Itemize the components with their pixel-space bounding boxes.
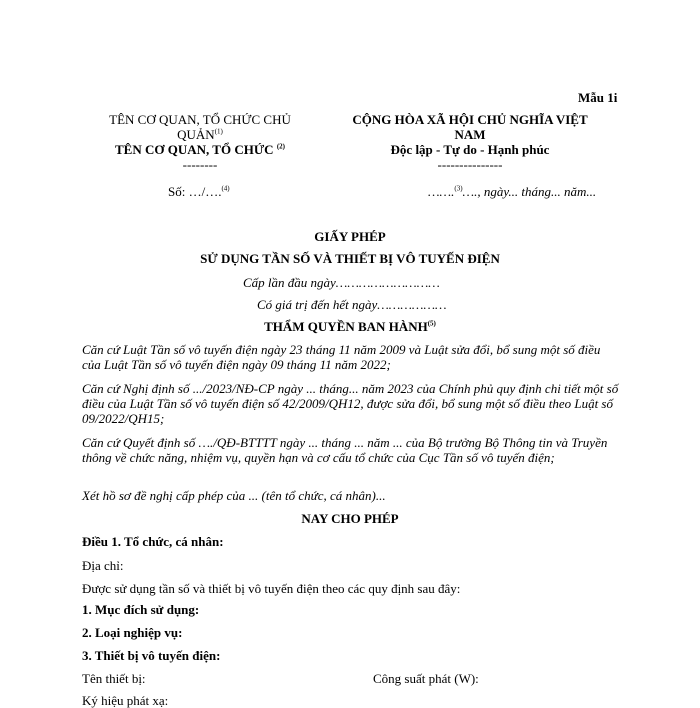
emission-label: Ký hiệu phát xạ:: [82, 693, 169, 708]
motto: Độc lập - Tự do - Hạnh phúc: [390, 142, 550, 157]
doc-subtitle: SỬ DỤNG TẦN SỐ VÀ THIẾT BỊ VÔ TUYẾN ĐIỆN: [200, 251, 500, 266]
purpose-heading: 1. Mục đích sử dụng:: [82, 602, 200, 617]
doc-title: GIẤY PHÉP: [314, 229, 386, 244]
article-1-heading: Điều 1. Tổ chức, cá nhân:: [82, 534, 224, 549]
basis-decree: Căn cứ Nghị định số .../2023/NĐ-CP ngày ... tháng... năm 2023 của Chính phủ quy định chi tiết một số điều của Luật Tần số vô tuyến điện số 42/2009/QH12, được sửa đổi, bổ sung một số điều theo Luật số 09/2022/QH15;: [82, 381, 619, 426]
authority-heading: THẨM QUYỀN BAN HÀNH$^{(5)}$: [264, 319, 436, 334]
header-left-divider: --------: [182, 157, 218, 172]
valid-until-date: Có giá trị đến hết ngày………………: [257, 297, 447, 312]
issued-first-date: Cấp lần đầu ngày………………………: [243, 275, 440, 290]
header-right-divider: ---------------: [437, 157, 503, 172]
header-left: [95, 112, 305, 172]
address-label: Địa chỉ:: [82, 558, 124, 573]
basis-application: Xét hồ sơ đề nghị cấp phép của ... (tên tổ chức, cá nhân)...: [82, 488, 386, 503]
basis-decision: Căn cứ Quyết định số …./QĐ-BTTTT ngày ... tháng ... năm ... của Bộ trưởng Bộ Thông tin và Truyền thông về chức năng, nhiệm vụ, quyền hạn và cơ cấu tổ chức của Cục Tần số vô tuyến điện;: [82, 435, 608, 465]
permit-heading: NAY CHO PHÉP: [301, 511, 399, 526]
radio-equipment-heading: 3. Thiết bị vô tuyến điện:: [82, 648, 221, 663]
place-date: …….$^{(3)}$…., ngày... tháng... năm...: [428, 184, 597, 199]
basis-law: Căn cứ Luật Tần số vô tuyến điện ngày 23 tháng 11 năm 2009 và Luật sửa đổi, bổ sung một số điều của Luật Tần số vô tuyến điện ngày 09 tháng 11 năm 2022;: [82, 342, 601, 372]
agency-parent-line1: TÊN CƠ QUAN, TỔ CHỨC CHỦ: [109, 112, 291, 127]
agency-name: TÊN CƠ QUAN, TỔ CHỨC $^{(2)}$: [115, 142, 285, 157]
nation-line2: NAM: [454, 127, 486, 142]
form-code: Mẫu 1i: [578, 90, 618, 105]
service-type-heading: 2. Loại nghiệp vụ:: [82, 625, 183, 640]
usage-text: Được sử dụng tần số và thiết bị vô tuyến điện theo các quy định sau đây:: [82, 581, 461, 596]
header-right: [335, 112, 605, 172]
power-label: Công suất phát (W):: [373, 671, 479, 686]
agency-parent-line2: QUẢN$^{(1)}$: [177, 127, 223, 142]
device-name-label: Tên thiết bị:: [82, 671, 146, 686]
nation-line1: CỘNG HÒA XÃ HỘI CHỦ NGHĨA VIỆT: [352, 112, 588, 127]
document-number: Số: …/….$^{(4)}$: [168, 184, 230, 199]
